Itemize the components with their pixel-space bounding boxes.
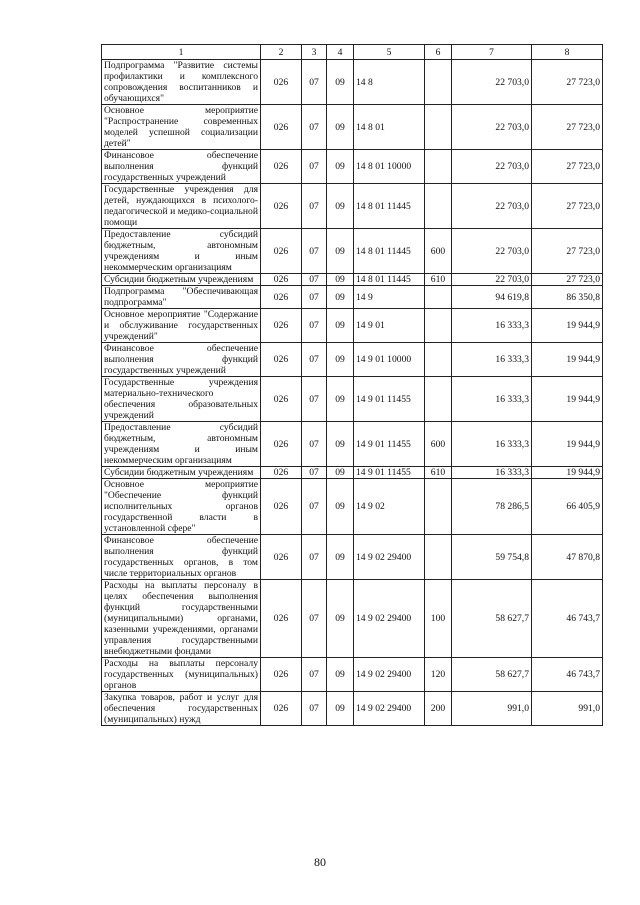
ministry-code-cell: 026 [261, 580, 302, 658]
target-item-cell: 14 9 01 11455 [354, 377, 425, 422]
expense-type-cell [425, 479, 452, 535]
expense-type-cell [425, 184, 452, 229]
amount-cell: 27 723,0 [532, 184, 603, 229]
ministry-code-cell: 026 [261, 274, 302, 286]
row-name-cell: Основное мероприятие "Обеспечение функций исполнительных органов государственной власти в установленной сфере" [102, 479, 261, 535]
subsection-code-cell: 09 [327, 229, 354, 274]
subsection-code-cell: 09 [327, 467, 354, 479]
expense-type-cell [425, 343, 452, 377]
subsection-code-cell: 09 [327, 343, 354, 377]
column-header: 2 [261, 45, 302, 60]
row-name-cell: Финансовое обеспечение выполнения функций государственных учреждений [102, 150, 261, 184]
row-name-cell: Подпрограмма "Развитие системы профилактики и комплексного сопровождения воспитанников и обучающихся" [102, 60, 261, 105]
target-item-cell: 14 9 [354, 286, 425, 309]
table-row [102, 658, 603, 692]
amount-cell: 19 944,9 [532, 467, 603, 479]
amount-cell: 16 333,3 [452, 467, 532, 479]
section-code-cell: 07 [302, 535, 327, 580]
ministry-code-cell: 026 [261, 286, 302, 309]
section-code-cell: 07 [302, 580, 327, 658]
target-item-cell: 14 9 02 29400 [354, 580, 425, 658]
subsection-code-cell: 09 [327, 658, 354, 692]
amount-cell: 22 703,0 [452, 229, 532, 274]
section-code-cell: 07 [302, 343, 327, 377]
expense-type-cell: 100 [425, 580, 452, 658]
target-item-cell: 14 8 01 11445 [354, 184, 425, 229]
amount-cell: 27 723,0 [532, 150, 603, 184]
amount-cell: 27 723,0 [532, 229, 603, 274]
subsection-code-cell: 09 [327, 150, 354, 184]
table-body [102, 60, 603, 726]
amount-cell: 58 627,7 [452, 658, 532, 692]
section-code-cell: 07 [302, 658, 327, 692]
ministry-code-cell: 026 [261, 535, 302, 580]
table-row [102, 150, 603, 184]
amount-cell: 19 944,9 [532, 422, 603, 467]
amount-cell: 22 703,0 [452, 184, 532, 229]
column-header: 1 [102, 45, 261, 60]
subsection-code-cell: 09 [327, 286, 354, 309]
table-row [102, 105, 603, 150]
amount-cell: 16 333,3 [452, 343, 532, 377]
ministry-code-cell: 026 [261, 692, 302, 726]
amount-cell: 47 870,8 [532, 535, 603, 580]
expense-type-cell: 200 [425, 692, 452, 726]
column-header: 3 [302, 45, 327, 60]
section-code-cell: 07 [302, 60, 327, 105]
subsection-code-cell: 09 [327, 105, 354, 150]
table-row [102, 467, 603, 479]
expense-type-cell [425, 377, 452, 422]
ministry-code-cell: 026 [261, 309, 302, 343]
amount-cell: 59 754,8 [452, 535, 532, 580]
table-row [102, 580, 603, 658]
amount-cell: 78 286,5 [452, 479, 532, 535]
amount-cell: 19 944,9 [532, 377, 603, 422]
section-code-cell: 07 [302, 150, 327, 184]
section-code-cell: 07 [302, 274, 327, 286]
amount-cell: 16 333,3 [452, 422, 532, 467]
section-code-cell: 07 [302, 479, 327, 535]
column-header: 6 [425, 45, 452, 60]
table-row [102, 479, 603, 535]
amount-cell: 46 743,7 [532, 658, 603, 692]
section-code-cell: 07 [302, 286, 327, 309]
target-item-cell: 14 9 02 [354, 479, 425, 535]
subsection-code-cell: 09 [327, 692, 354, 726]
budget-table [101, 44, 603, 726]
subsection-code-cell: 09 [327, 535, 354, 580]
subsection-code-cell: 09 [327, 580, 354, 658]
row-name-cell: Закупка товаров, работ и услуг для обеспечения государственных (муниципальных) нужд [102, 692, 261, 726]
expense-type-cell [425, 309, 452, 343]
target-item-cell: 14 9 01 11455 [354, 422, 425, 467]
expense-type-cell [425, 60, 452, 105]
table-row [102, 184, 603, 229]
table-row [102, 309, 603, 343]
amount-cell: 991,0 [532, 692, 603, 726]
target-item-cell: 14 8 01 [354, 105, 425, 150]
amount-cell: 19 944,9 [532, 309, 603, 343]
row-name-cell: Расходы на выплаты персоналу государственных (муниципальных) органов [102, 658, 261, 692]
expense-type-cell: 610 [425, 274, 452, 286]
table-row [102, 286, 603, 309]
ministry-code-cell: 026 [261, 105, 302, 150]
amount-cell: 991,0 [452, 692, 532, 726]
column-header: 7 [452, 45, 532, 60]
amount-cell: 22 703,0 [452, 60, 532, 105]
amount-cell: 94 619,8 [452, 286, 532, 309]
subsection-code-cell: 09 [327, 377, 354, 422]
amount-cell: 16 333,3 [452, 377, 532, 422]
ministry-code-cell: 026 [261, 343, 302, 377]
row-name-cell: Государственные учреждения материально-технического обеспечения образовательных учреждений [102, 377, 261, 422]
subsection-code-cell: 09 [327, 479, 354, 535]
row-name-cell: Финансовое обеспечение выполнения функций государственных органов, в том числе территориальных органов [102, 535, 261, 580]
row-name-cell: Государственные учреждения для детей, нуждающихся в психолого-педагогической и медико-социальной помощи [102, 184, 261, 229]
amount-cell: 66 405,9 [532, 479, 603, 535]
ministry-code-cell: 026 [261, 184, 302, 229]
table-header-row [102, 45, 603, 60]
column-header: 4 [327, 45, 354, 60]
subsection-code-cell: 09 [327, 309, 354, 343]
target-item-cell: 14 9 01 10000 [354, 343, 425, 377]
expense-type-cell [425, 150, 452, 184]
ministry-code-cell: 026 [261, 479, 302, 535]
row-name-cell: Финансовое обеспечение выполнения функций государственных учреждений [102, 343, 261, 377]
amount-cell: 16 333,3 [452, 309, 532, 343]
target-item-cell: 14 9 01 [354, 309, 425, 343]
table-row [102, 377, 603, 422]
row-name-cell: Основное мероприятие "Содержание и обслуживание государственных учреждений" [102, 309, 261, 343]
amount-cell: 22 703,0 [452, 274, 532, 286]
amount-cell: 27 723,0 [532, 105, 603, 150]
table-row [102, 422, 603, 467]
row-name-cell: Предоставление субсидий бюджетным, автономным учреждениям и иным некоммерческим организациям [102, 229, 261, 274]
row-name-cell: Расходы на выплаты персоналу в целях обеспечения выполнения функций государственными (муниципальными) органами, казенными учреждениями, органами управления государственными внебюджетными фондами [102, 580, 261, 658]
table-row [102, 274, 603, 286]
amount-cell: 27 723,0 [532, 274, 603, 286]
table-row [102, 229, 603, 274]
amount-cell: 19 944,9 [532, 343, 603, 377]
section-code-cell: 07 [302, 184, 327, 229]
target-item-cell: 14 8 01 11445 [354, 229, 425, 274]
table-row [102, 343, 603, 377]
target-item-cell: 14 9 01 11455 [354, 467, 425, 479]
row-name-cell: Субсидии бюджетным учреждениям [102, 274, 261, 286]
page-number: 80 [314, 855, 326, 869]
subsection-code-cell: 09 [327, 422, 354, 467]
expense-type-cell: 600 [425, 229, 452, 274]
subsection-code-cell: 09 [327, 274, 354, 286]
target-item-cell: 14 9 02 29400 [354, 692, 425, 726]
subsection-code-cell: 09 [327, 184, 354, 229]
amount-cell: 86 350,8 [532, 286, 603, 309]
ministry-code-cell: 026 [261, 467, 302, 479]
ministry-code-cell: 026 [261, 60, 302, 105]
expense-type-cell [425, 105, 452, 150]
section-code-cell: 07 [302, 377, 327, 422]
section-code-cell: 07 [302, 309, 327, 343]
amount-cell: 58 627,7 [452, 580, 532, 658]
target-item-cell: 14 8 01 11445 [354, 274, 425, 286]
expense-type-cell: 610 [425, 467, 452, 479]
table-row [102, 535, 603, 580]
column-header: 8 [532, 45, 603, 60]
column-header: 5 [354, 45, 425, 60]
expense-type-cell [425, 535, 452, 580]
expense-type-cell: 120 [425, 658, 452, 692]
ministry-code-cell: 026 [261, 377, 302, 422]
section-code-cell: 07 [302, 467, 327, 479]
ministry-code-cell: 026 [261, 658, 302, 692]
amount-cell: 46 743,7 [532, 580, 603, 658]
expense-type-cell: 600 [425, 422, 452, 467]
target-item-cell: 14 8 [354, 60, 425, 105]
row-name-cell: Подпрограмма "Обеспечивающая подпрограмма" [102, 286, 261, 309]
ministry-code-cell: 026 [261, 229, 302, 274]
amount-cell: 22 703,0 [452, 150, 532, 184]
section-code-cell: 07 [302, 692, 327, 726]
row-name-cell: Предоставление субсидий бюджетным, автономным учреждениям и иным некоммерческим организациям [102, 422, 261, 467]
section-code-cell: 07 [302, 105, 327, 150]
row-name-cell: Основное мероприятие "Распространение современных моделей успешной социализации детей" [102, 105, 261, 150]
table-row [102, 692, 603, 726]
section-code-cell: 07 [302, 422, 327, 467]
table-row [102, 60, 603, 105]
amount-cell: 22 703,0 [452, 105, 532, 150]
target-item-cell: 14 9 02 29400 [354, 535, 425, 580]
row-name-cell: Субсидии бюджетным учреждениям [102, 467, 261, 479]
ministry-code-cell: 026 [261, 150, 302, 184]
target-item-cell: 14 9 02 29400 [354, 658, 425, 692]
expense-type-cell [425, 286, 452, 309]
target-item-cell: 14 8 01 10000 [354, 150, 425, 184]
ministry-code-cell: 026 [261, 422, 302, 467]
section-code-cell: 07 [302, 229, 327, 274]
amount-cell: 27 723,0 [532, 60, 603, 105]
subsection-code-cell: 09 [327, 60, 354, 105]
